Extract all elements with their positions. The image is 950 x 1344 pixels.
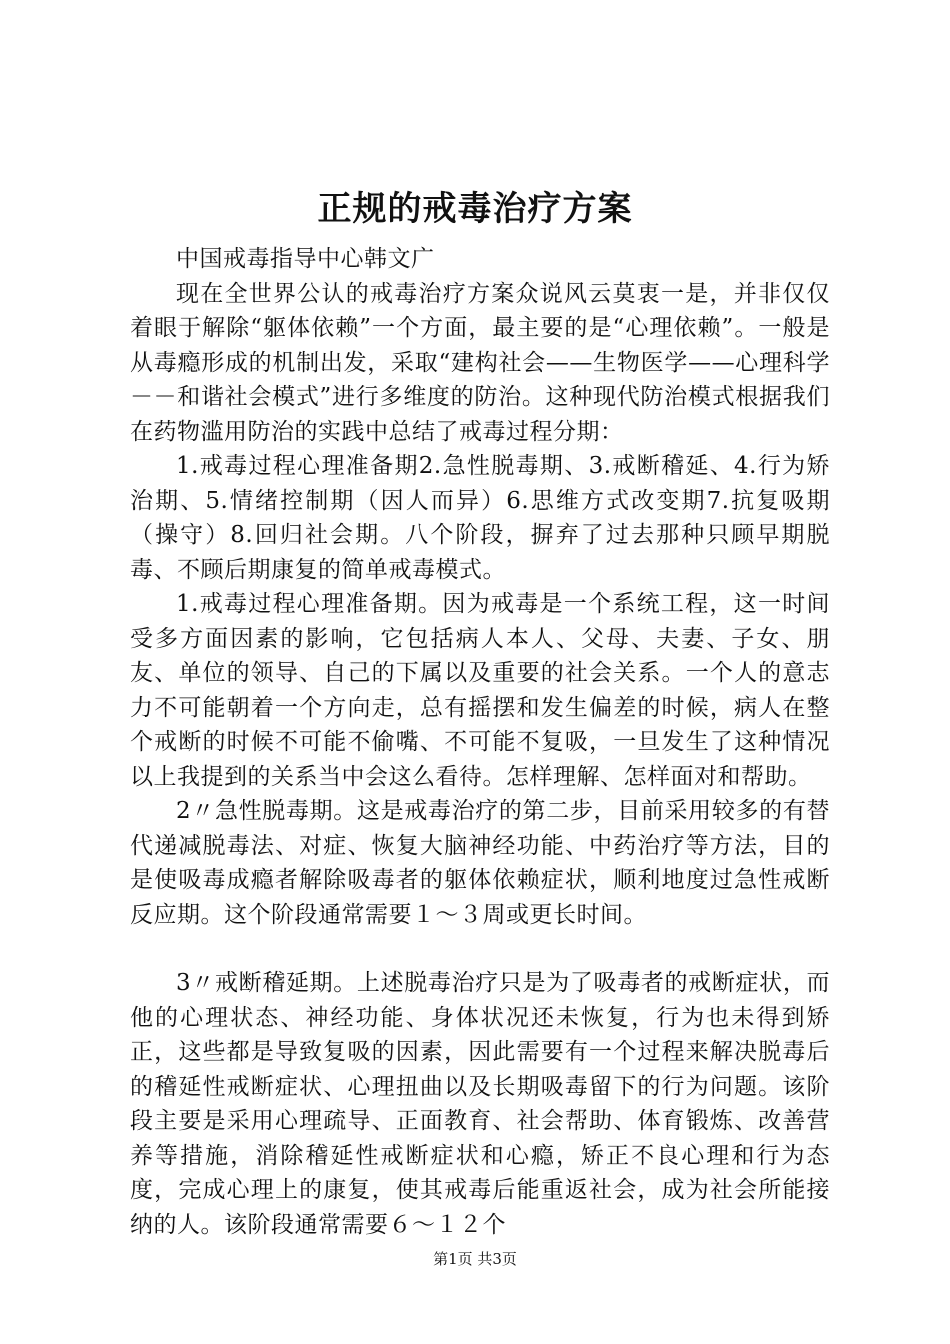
page-footer: 第1页 共3页 bbox=[433, 1250, 517, 1268]
author-line: 中国戒毒指导中心韩文广 bbox=[176, 246, 435, 272]
paragraph-stages: 1.戒毒过程心理准备期2.急性脱毒期、3.戒断稽延、4.行为矫治期、5.情绪控制期（因人而异）6.思维方式改变期7.抗复吸期（操守）8.回归社会期。八个阶段，摒弃了过去那种只顾早期脱毒、不顾后期康复的简单戒毒模式。 bbox=[130, 453, 830, 583]
paragraph-intro: 现在全世界公认的戒毒治疗方案众说风云莫衷一是，并非仅仅着眼于解除“躯体依赖”一个方面，最主要的是“心理依赖”。一般是从毒瘾形成的机制出发，采取“建构社会——生物医学——心理科学－－和谐社会模式”进行多维度的防治。这种现代防治模式根据我们在药物滥用防治的实践中总结了戒毒过程分期： bbox=[130, 280, 830, 445]
paragraph-stage-3: 3〃戒断稽延期。上述脱毒治疗只是为了吸毒者的戒断症状，而他的心理状态、神经功能、身体状况还未恢复，行为也未得到矫正，这些都是导致复吸的因素，因此需要有一个过程来解决脱毒后的稽延性戒断症状、心理扭曲以及长期吸毒留下的行为问题。该阶段主要是采用心理疏导、正面教育、社会帮助、体育锻炼、改善营养等措施，消除稽延性戒断症状和心瘾，矫正不良心理和行为态度，完成心理上的康复，使其戒毒后能重返社会，成为社会所能接纳的人。该阶段通常需要６～１２个 bbox=[130, 970, 830, 1238]
document-body bbox=[130, 242, 830, 1242]
page-title: 正规的戒毒治疗方案 bbox=[317, 189, 633, 229]
paragraph-stage-2: 2〃急性脱毒期。这是戒毒治疗的第二步，目前采用较多的有替代递减脱毒法、对症、恢复大脑神经功能、中药治疗等方法，目的是使吸毒成瘾者解除吸毒者的躯体依赖症状，顺利地度过急性戒断反应期。这个阶段通常需要１～３周或更长时间。 bbox=[130, 798, 830, 928]
paragraph-stage-1: 1.戒毒过程心理准备期。因为戒毒是一个系统工程，这一时间受多方面因素的影响，它包括病人本人、父母、夫妻、子女、朋友、单位的领导、自己的下属以及重要的社会关系。一个人的意志力不可能朝着一个方向走，总有摇摆和发生偏差的时候，病人在整个戒断的时候不可能不偷嘴、不可能不复吸，一旦发生了这种情况以上我提到的关系当中会这么看待。怎样理解、怎样面对和帮助。 bbox=[130, 591, 830, 790]
